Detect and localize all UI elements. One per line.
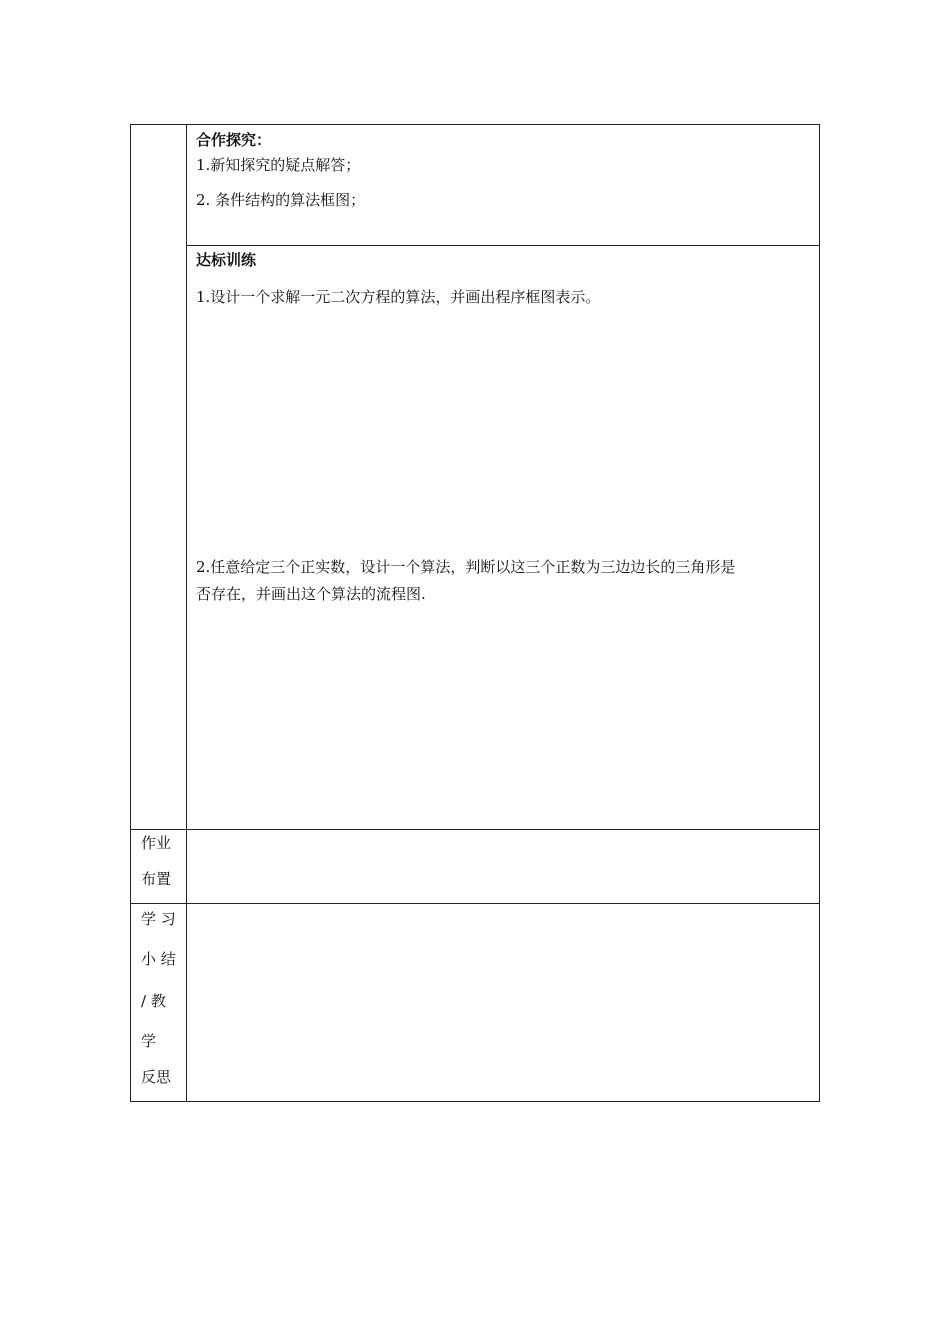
practice-question-2-line-2: 否存在，并画出这个算法的流程图. — [196, 585, 426, 603]
summary-label-line-4: 学 — [141, 1032, 157, 1050]
column-divider — [186, 125, 187, 1101]
summary-label-line-2: 小 结 — [141, 950, 176, 968]
row-divider-homework — [131, 829, 819, 830]
practice-heading: 达标训练 — [196, 251, 257, 269]
row-divider-practice — [186, 245, 819, 246]
cooperative-item-1: 1.新知探究的疑点解答； — [196, 156, 361, 174]
summary-label-line-5: 反思 — [141, 1068, 172, 1086]
cooperative-item-2: 2. 条件结构的算法框图； — [196, 191, 366, 209]
lesson-plan-table — [130, 124, 820, 1102]
row-divider-summary — [131, 903, 819, 904]
homework-label-line-1: 作业 — [141, 834, 172, 852]
summary-label-line-1: 学 习 — [141, 910, 176, 928]
cooperative-heading: 合作探究： — [196, 131, 272, 149]
practice-question-1: 1.设计一个求解一元二次方程的算法，并画出程序框图表示。 — [196, 288, 601, 306]
practice-question-2-line-1: 2.任意给定三个正实数，设计一个算法，判断以这三个正数为三边边长的三角形是 — [196, 558, 736, 576]
summary-label-line-3: / 教 — [141, 992, 166, 1010]
homework-label-line-2: 布置 — [141, 870, 172, 888]
